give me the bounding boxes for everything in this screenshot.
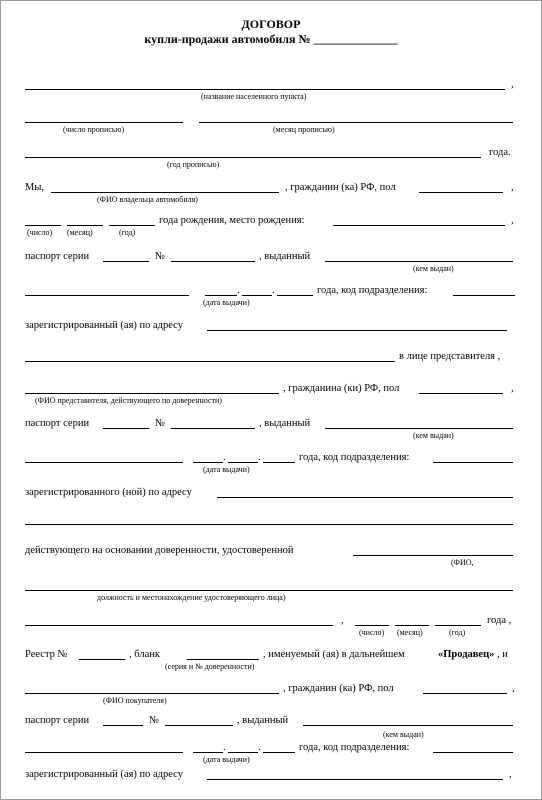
comma: , — [511, 79, 514, 90]
year-words-caption: (год прописью) — [167, 160, 220, 169]
document-title: ДОГОВОР — [241, 17, 301, 31]
issued-by3-caption: (кем выдан) — [383, 730, 424, 739]
citizen2-label: , гражданина (ки) РФ, пол — [283, 383, 400, 394]
dob-month-line[interactable] — [67, 225, 103, 226]
dot: . — [237, 285, 240, 296]
registry-label: Реестр № — [25, 649, 68, 660]
gender-line[interactable] — [419, 192, 503, 193]
year-suffix: года. — [489, 147, 511, 158]
address-cont-line[interactable] — [25, 361, 395, 362]
issue3-line-left[interactable] — [25, 752, 183, 753]
certifier-position-line[interactable] — [25, 590, 513, 591]
reg-address3-line[interactable] — [207, 779, 503, 780]
poa-day-line[interactable] — [355, 625, 389, 626]
number-label: № — [155, 418, 166, 429]
passport-number-line[interactable] — [171, 261, 255, 262]
number-label: № — [155, 251, 166, 262]
comma: , — [511, 215, 514, 226]
poa-month-line[interactable] — [395, 625, 429, 626]
issue-date3-caption: (дата выдачи) — [203, 755, 250, 764]
comma: , — [509, 769, 512, 780]
dob-year-caption: (год) — [119, 228, 136, 237]
issued-by2-line[interactable] — [325, 428, 513, 429]
buyer-gender-line[interactable] — [423, 693, 507, 694]
issued-label: , выданный — [259, 251, 311, 262]
issue2-month-line[interactable] — [228, 462, 258, 463]
rep-fio-caption: (ФИО представителя, действующего по доверенности) — [35, 396, 222, 405]
poa-year-line[interactable] — [435, 625, 481, 626]
comma: , — [341, 615, 344, 626]
passport-series-line[interactable] — [103, 261, 149, 262]
citizen3-label: , гражданин (ка) РФ, пол — [283, 683, 394, 694]
rep-gender-line[interactable] — [419, 393, 503, 394]
day-words-line[interactable] — [25, 122, 183, 123]
issue3-day-line[interactable] — [193, 752, 223, 753]
dob-day-line[interactable] — [25, 225, 61, 226]
issue-day-line[interactable] — [205, 295, 237, 296]
citizen-label: , гражданин (ка) РФ, пол — [285, 182, 396, 193]
issue2-line-left[interactable] — [25, 462, 183, 463]
reg-address-line[interactable] — [207, 330, 507, 331]
dob-day-caption: (число) — [27, 228, 53, 237]
blank-label: , бланк — [129, 649, 160, 660]
birthplace-line[interactable] — [333, 225, 505, 226]
address2-cont-line[interactable] — [25, 524, 513, 525]
comma: , — [512, 683, 515, 694]
issued3-label: , выданный — [237, 715, 289, 726]
locality-line[interactable] — [25, 89, 505, 90]
poa-month-caption: (месяц) — [397, 628, 423, 637]
month-words-caption: (месяц прописью) — [273, 125, 335, 134]
certifier-cont-line[interactable] — [25, 625, 333, 626]
dot: . — [258, 452, 261, 463]
reg-address-label: зарегистрированный (ая) по адресу — [25, 320, 183, 331]
dot: . — [258, 742, 261, 753]
passport2-series-line[interactable] — [103, 428, 149, 429]
issue2-day-line[interactable] — [193, 462, 223, 463]
fio-caption: (ФИО, — [451, 558, 474, 567]
passport3-number-line[interactable] — [165, 725, 233, 726]
seller-term: «Продавец» — [438, 649, 495, 660]
year-code2-label: года, код подразделения: — [299, 452, 410, 463]
issue-year-line[interactable] — [277, 295, 313, 296]
year-words-line[interactable] — [25, 157, 481, 158]
acting-label: действующего на основании доверенности, удостоверенной — [25, 545, 294, 556]
document-subtitle: купли-продажи автомобиля № ______________ — [144, 32, 398, 46]
passport3-label: паспорт серии — [25, 715, 90, 726]
birth-label: года рождения, место рождения: — [159, 215, 305, 226]
passport-label: паспорт серии — [25, 251, 90, 262]
reg-address2-line[interactable] — [217, 497, 513, 498]
issue2-year-line[interactable] — [263, 462, 295, 463]
issued2-label: , выданный — [259, 418, 311, 429]
issue-month-line[interactable] — [242, 295, 272, 296]
issued-by-line[interactable] — [325, 261, 513, 262]
named-label: , именуемый (ая) в дальнейшем — [263, 649, 405, 660]
poa-series-caption: (серия и № доверенности) — [165, 662, 255, 671]
locality-caption: (название населенного пункта) — [201, 92, 307, 101]
dot: . — [223, 742, 226, 753]
reg-address3-label: зарегистрированный (ая) по адресу — [25, 769, 183, 780]
issue3-year-line[interactable] — [263, 752, 295, 753]
dot: . — [272, 285, 275, 296]
and-label: , и — [497, 649, 508, 660]
buyer-fio-caption: (ФИО покупателя) — [103, 696, 167, 705]
day-words-caption: (число прописью) — [63, 125, 125, 134]
division-code-line[interactable] — [453, 295, 515, 296]
issue3-month-line[interactable] — [228, 752, 258, 753]
owner-fio-caption: (ФИО владельца автомобиля) — [97, 195, 198, 204]
buyer-fio-line[interactable] — [25, 693, 279, 694]
number-label: № — [149, 715, 160, 726]
in-person-label: в лице представителя , — [399, 351, 501, 362]
rep-fio-line[interactable] — [25, 393, 279, 394]
owner-fio-line[interactable] — [51, 192, 279, 193]
dot: . — [223, 452, 226, 463]
issue-line-left[interactable] — [25, 295, 189, 296]
we-label: Мы, — [25, 182, 45, 193]
division-code3-line[interactable] — [433, 752, 513, 753]
year-comma-label: года , — [487, 615, 512, 626]
issued-by-caption: (кем выдан) — [413, 264, 454, 273]
certifier-line[interactable] — [353, 555, 513, 556]
passport3-series-line[interactable] — [103, 725, 143, 726]
passport2-number-line[interactable] — [171, 428, 255, 429]
year-code3-label: года, код подразделения: — [299, 742, 410, 753]
issued-by3-line[interactable] — [303, 725, 513, 726]
dob-year-line[interactable] — [109, 225, 155, 226]
reg-address2-label: зарегистрированного (ной) по адресу — [25, 487, 192, 498]
blank-number-line[interactable] — [187, 659, 259, 660]
registry-number-line[interactable] — [79, 659, 125, 660]
comma: , — [511, 383, 514, 394]
dob-month-caption: (месяц) — [67, 228, 93, 237]
month-words-line[interactable] — [199, 122, 513, 123]
issue-date-caption: (дата выдачи) — [203, 298, 250, 307]
poa-day-caption: (число) — [359, 628, 385, 637]
passport2-label: паспорт серии — [25, 418, 90, 429]
poa-year-caption: (год) — [449, 628, 466, 637]
comma: , — [511, 182, 514, 193]
issue-date2-caption: (дата выдачи) — [203, 465, 250, 474]
year-code-label: года, код подразделения: — [317, 285, 428, 296]
certifier-caption: должность и местонахождение удостоверяющего лица) — [97, 593, 286, 602]
issued-by2-caption: (кем выдан) — [413, 431, 454, 440]
division-code2-line[interactable] — [433, 462, 513, 463]
